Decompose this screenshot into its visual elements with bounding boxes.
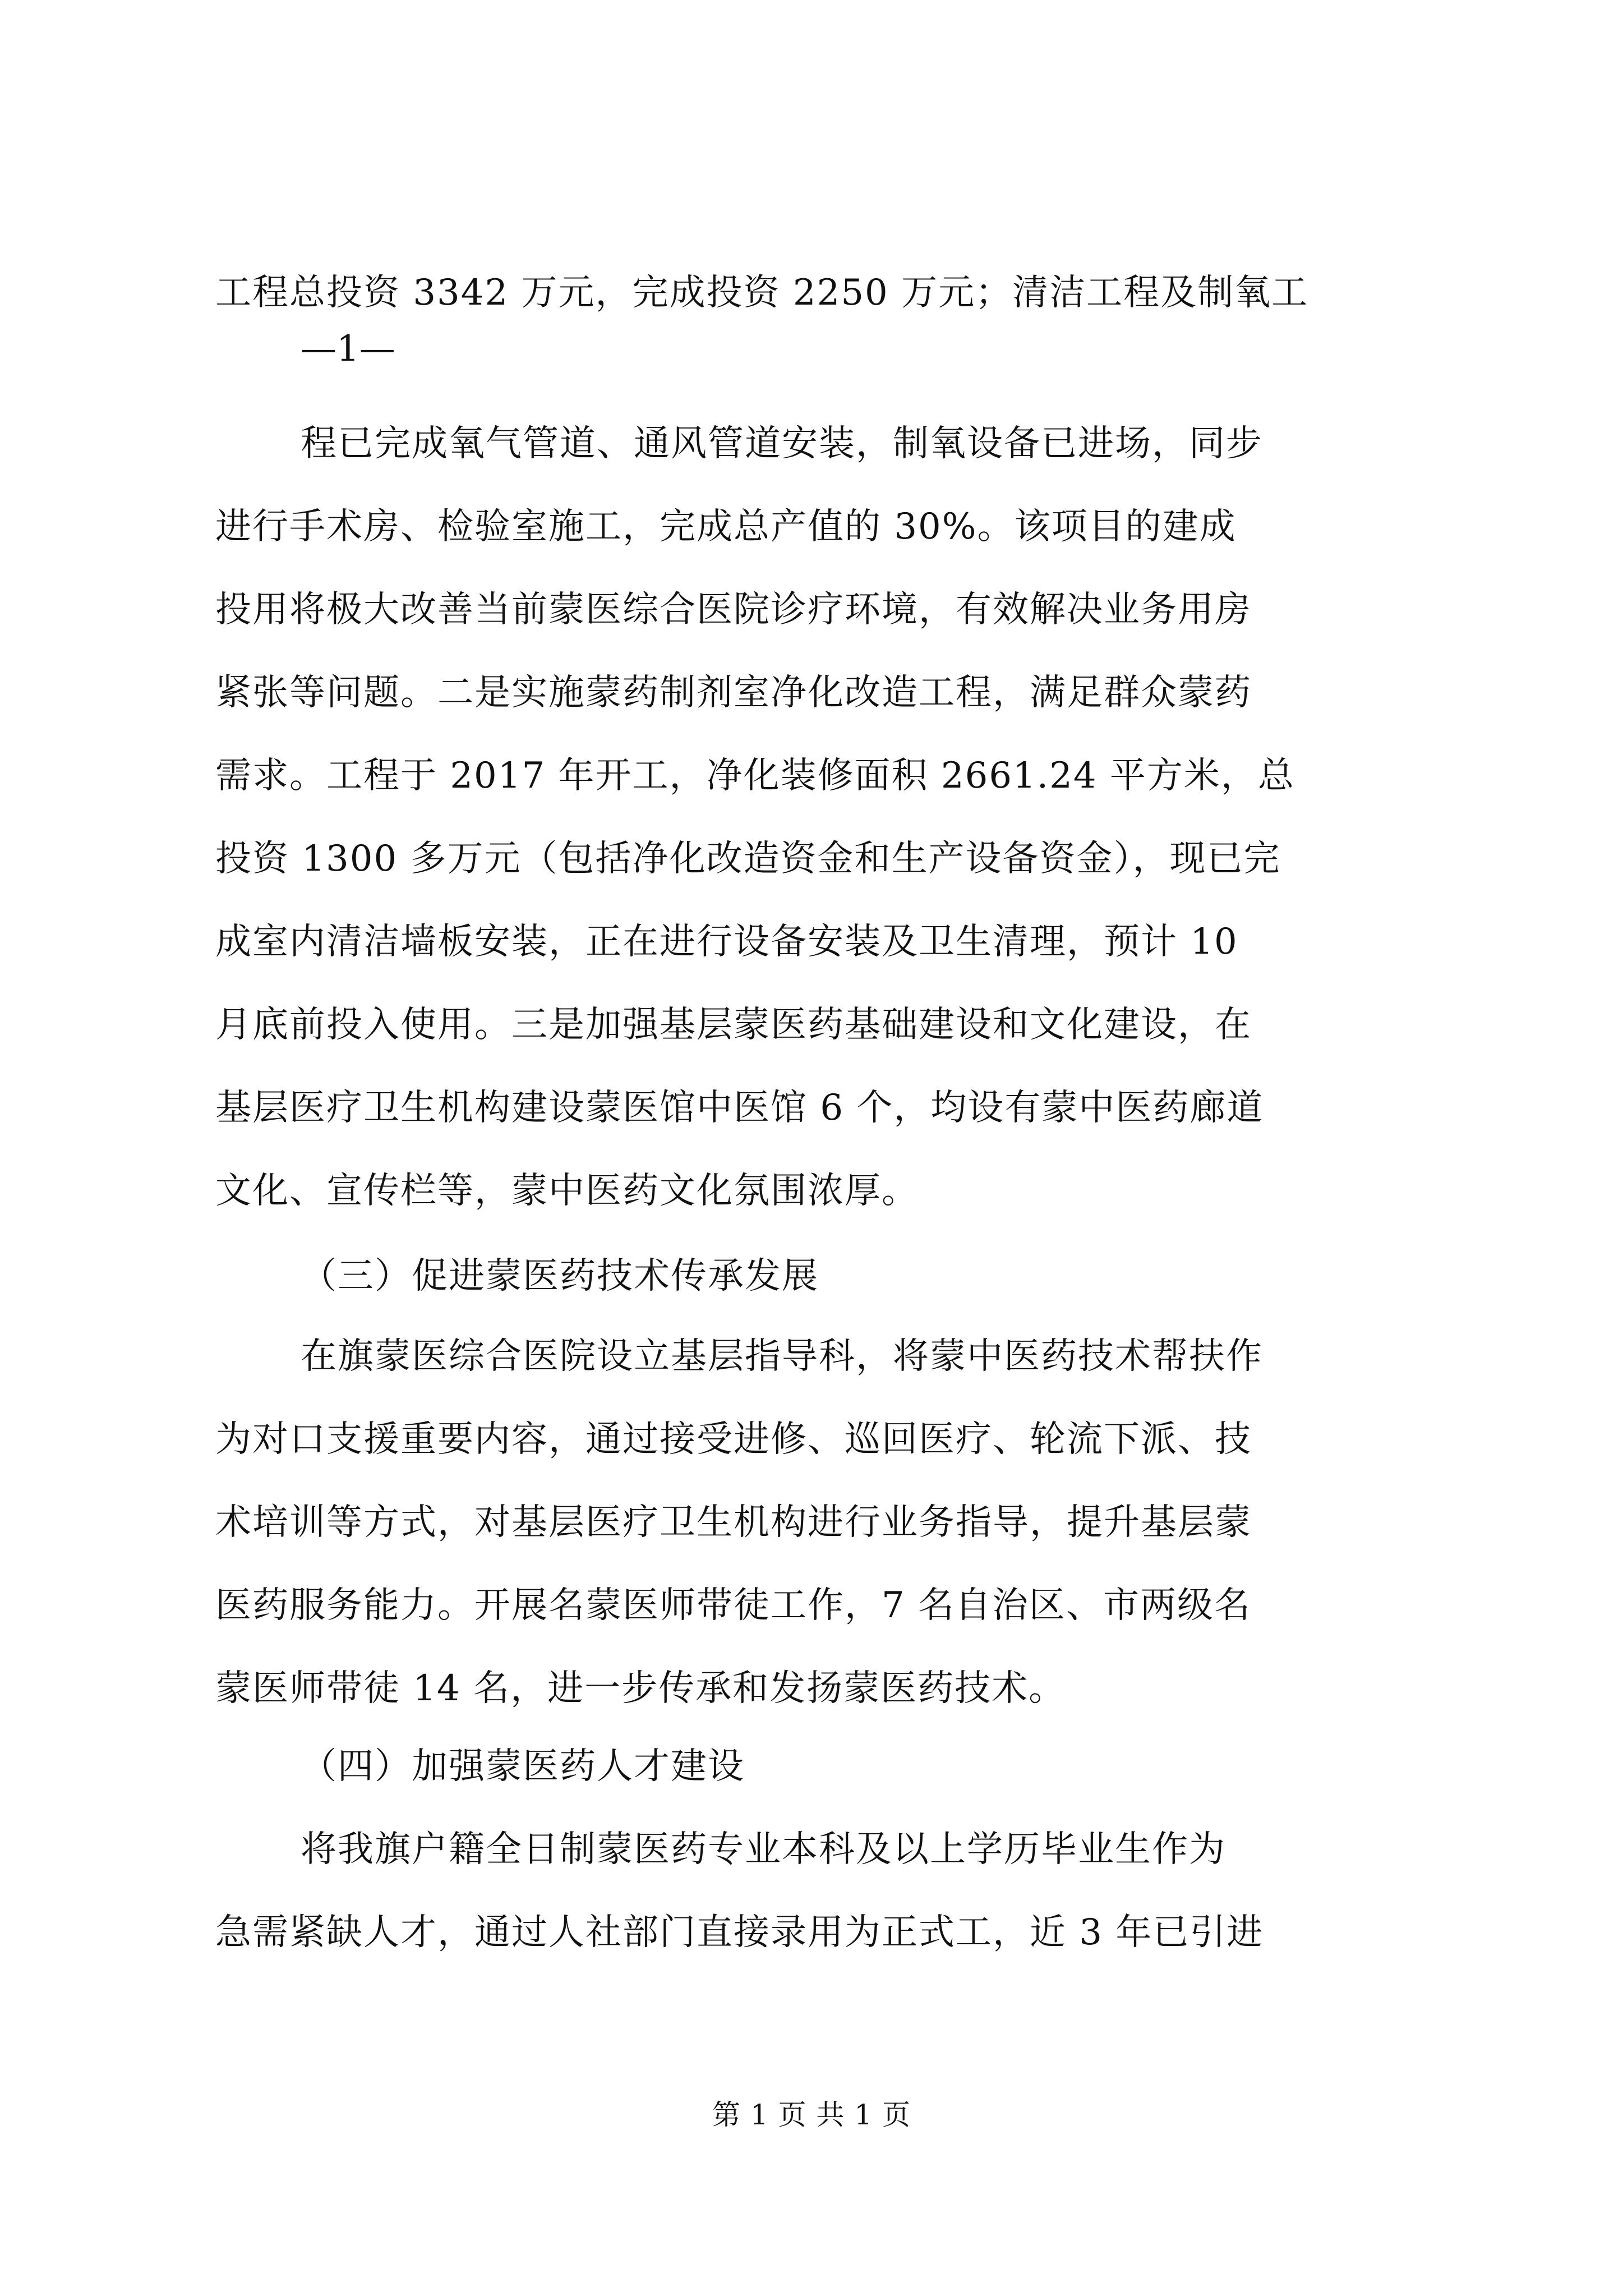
carryover-line: 工程总投资 3342 万元，完成投资 2250 万元；清洁工程及制氧工 xyxy=(215,272,1309,314)
paragraph-2-line: 医药服务能力。开展名蒙医师带徒工作，7 名自治区、市两级名 xyxy=(215,1585,1252,1626)
paragraph-1-line: 投用将极大改善当前蒙医综合医院诊疗环境，有效解决业务用房 xyxy=(215,589,1252,631)
page-marker: —1— xyxy=(301,328,395,370)
paragraph-3-line: 将我旗户籍全日制蒙医药专业本科及以上学历毕业生作为 xyxy=(301,1829,1226,1870)
section-heading-4: （四）加强蒙医药人才建设 xyxy=(301,1746,745,1787)
paragraph-1-line: 需求。工程于 2017 年开工，净化装修面积 2661.24 平方米，总 xyxy=(215,755,1295,797)
paragraph-2-line: 在旗蒙医综合医院设立基层指导科，将蒙中医药技术帮扶作 xyxy=(301,1336,1263,1377)
paragraph-2-line: 蒙医师带徒 14 名，进一步传承和发扬蒙医药技术。 xyxy=(215,1668,1066,1709)
paragraph-1-line: 紧张等问题。二是实施蒙药制剂室净化改造工程，满足群众蒙药 xyxy=(215,672,1252,714)
paragraph-1-line: 程已完成氧气管道、通风管道安装，制氧设备已进场，同步 xyxy=(301,423,1263,464)
paragraph-1-line: 文化、宣传栏等，蒙中医药文化氛围浓厚。 xyxy=(215,1170,919,1212)
paragraph-2-line: 术培训等方式，对基层医疗卫生机构进行业务指导，提升基层蒙 xyxy=(215,1502,1252,1543)
paragraph-1-line: 成室内清洁墙板安装，正在进行设备安装及卫生清理，预计 10 xyxy=(215,921,1238,963)
paragraph-1-line: 进行手术房、检验室施工，完成总产值的 30%。该项目的建成 xyxy=(215,506,1237,547)
paragraph-3-line: 急需紧缺人才，通过人社部门直接录用为正式工，近 3 年已引进 xyxy=(215,1912,1264,1953)
paragraph-2-line: 为对口支援重要内容，通过接受进修、巡回医疗、轮流下派、技 xyxy=(215,1419,1252,1460)
page-footer: 第 1 页 共 1 页 xyxy=(712,2099,911,2131)
paragraph-1-line: 投资 1300 多万元（包括净化改造资金和生产设备资金），现已完 xyxy=(215,838,1281,880)
section-heading-3: （三）促进蒙医药技术传承发展 xyxy=(301,1255,819,1297)
paragraph-1-line: 基层医疗卫生机构建设蒙医馆中医馆 6 个，均设有蒙中医药廊道 xyxy=(215,1087,1264,1129)
paragraph-1-line: 月底前投入使用。三是加强基层蒙医药基础建设和文化建设，在 xyxy=(215,1004,1252,1046)
